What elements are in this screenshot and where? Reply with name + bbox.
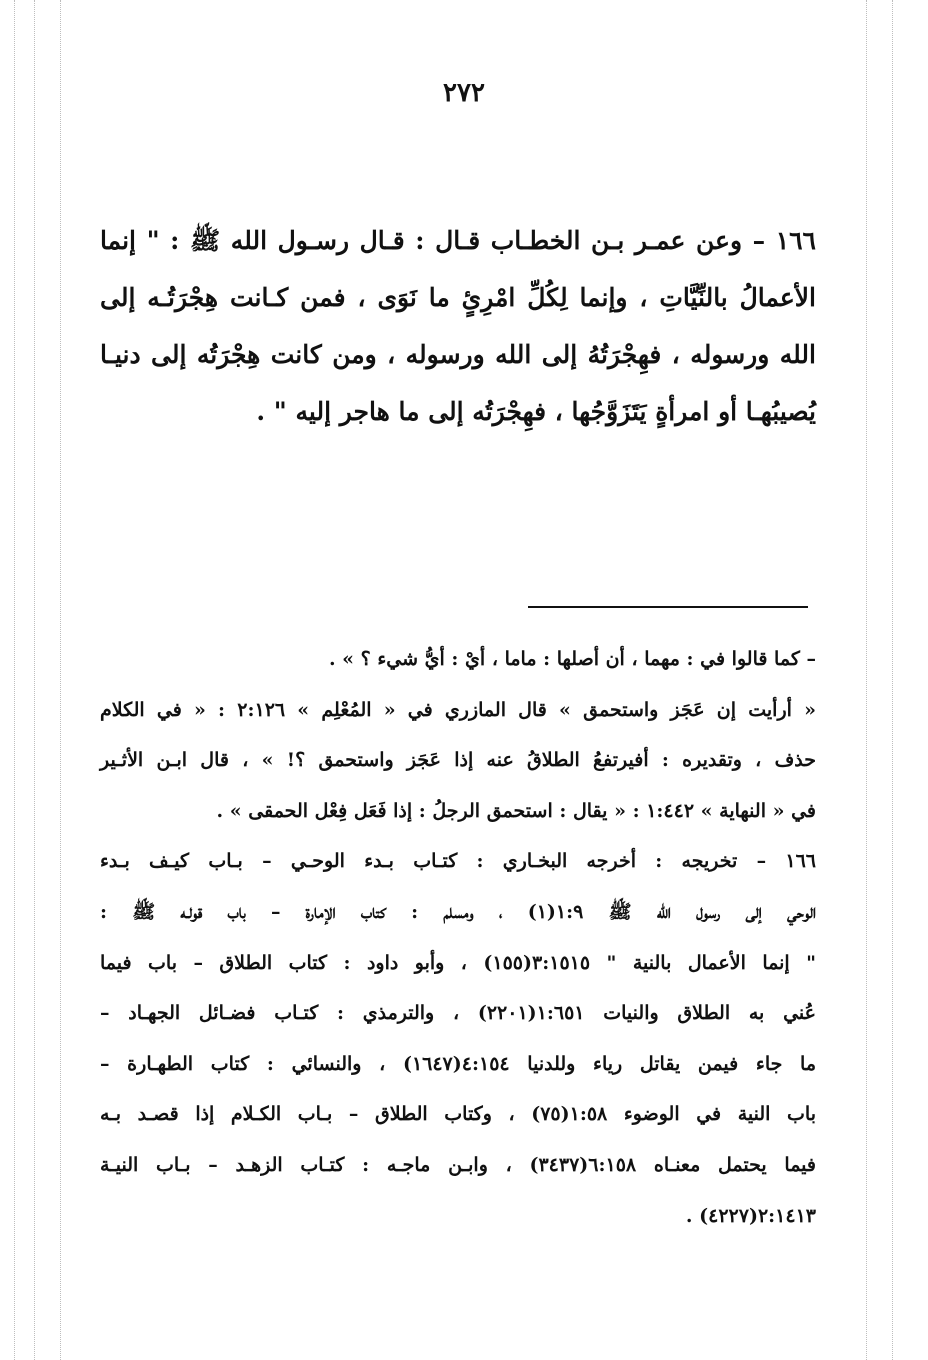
scan-margin-line-left-3	[60, 0, 61, 1360]
footnote-line: باب النية في الوضوء ١:٥٨(٧٥) ، وكتاب الطلاق – بـاب الكـلام إذا قصـد بـه	[100, 1103, 816, 1126]
footnote-line: فيما يحتمل معنـاه ٦:١٥٨(٣٤٣٧) ، وابـن ماجـه : كتـاب الزهـد – بـاب النيـة	[100, 1153, 816, 1176]
scan-margin-line-left-1	[14, 0, 15, 1360]
footnote-line: ٢:١٤١٣(٤٢٢٧) .	[685, 1204, 816, 1227]
scan-margin-line-right-1	[866, 0, 867, 1360]
footnotes	[100, 634, 816, 1241]
scan-margin-line-right-2	[892, 0, 893, 1360]
footnote-line: « أرأيت إن عَجَز واستحمق » قال المازري في « المُعْلِم » ٢:١٢٦ : « في الكلام	[100, 698, 816, 721]
page-number: ٢٧٢	[443, 78, 485, 108]
footnote-line: في « النهاية » ١:٤٤٢ : « يقال : استحمق الرجلُ : إذا فَعَل فِعْل الحمقى » .	[216, 799, 816, 822]
scan-margin-line-left-2	[34, 0, 35, 1360]
footnote-line: ما جاء فيمن يقاتل رياء وللدنيا ٤:١٥٤(١٦٤٧) ، والنسائي : كتاب الطهـارة –	[100, 1052, 817, 1075]
footnote-divider	[528, 606, 808, 608]
footnote-line: الوحي إلى رسول الله ﷺ ١:٩(١) ، ومسلم : كتاب الإمارة – باب قولـه ﷺ :	[100, 900, 816, 923]
footnote-line: " إنما الأعمال بالنية " ٣:١٥١٥(١٥٥) ، وأبو داود : كتاب الطلاق – باب فيما	[100, 951, 817, 974]
footnote-line: ١٦٦ – تخريجه : أخرجه البخـاري : كتـاب بـدء الوحـي – بـاب كيـف بـدء	[100, 850, 816, 873]
hadith-text: ١٦٦ – وعن عمـر بـن الخطـاب قـال : قـال رسـول الله ﷺ : " إنما الأعمالُ بالنِّيَّاتِ ، وإنما لِكُلِّ امْرِئٍ ما نَوَى ، فمن كـانت هِجْرَتُـه إلى الله ورسوله ، فهِجْرَتُهُ إلى الله ورسوله ، ومن كانت هِجْرَتُه إلى دنيـا يُصيبُهـا أو امرأةٍ يَتَزَوَّجُها ، فهِجْرَتُه إلى ما هاجر إليه " .	[100, 226, 816, 426]
footnote-line: عُني به الطلاق والنيات ١:٦٥١(٢٢٠١) ، والترمذي : كتـاب فضـائل الجهـاد –	[100, 1002, 816, 1025]
footnote-line: – كما قالوا في : مهما ، أن أصلها : ماما ، أيْ : أيُّ شيء ؟ » .	[328, 648, 816, 670]
footnote-line: حذف ، وتقديره : أفيرتفعُ الطلاقُ عنه إذا عَجَز واستحمق ؟! » ، قال ابـن الأثـير	[100, 749, 816, 772]
